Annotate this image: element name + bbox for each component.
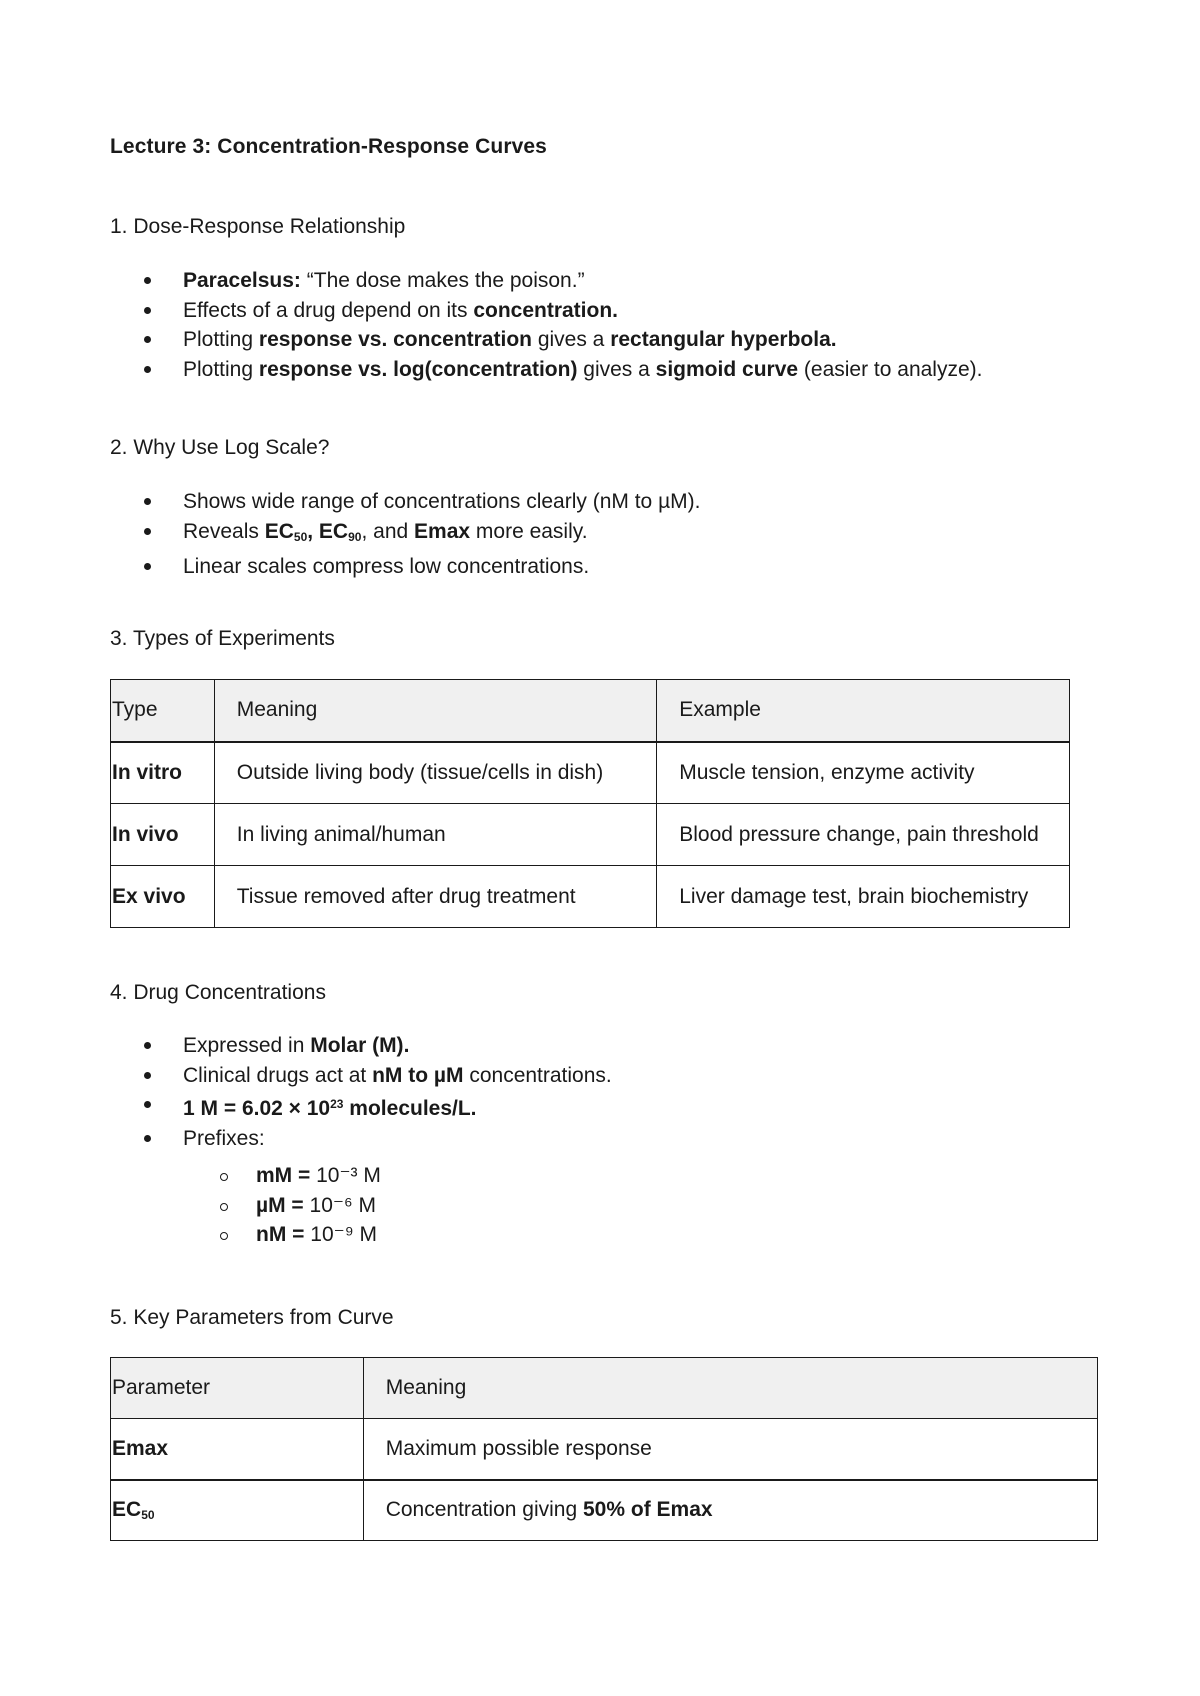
term: µM = <box>256 1193 310 1217</box>
table-cell: Outside living body (tissue/cells in dish) <box>214 742 657 804</box>
term: 1 M = 6.02 × 10 <box>183 1097 331 1120</box>
term: nM = <box>256 1223 311 1246</box>
list-item <box>110 552 700 582</box>
table-cell: Liver damage test, brain biochemistry <box>657 866 1070 928</box>
text: more easily. <box>470 519 588 543</box>
bullet-icon <box>144 1072 151 1079</box>
bullet-icon <box>144 563 151 570</box>
superscript: 23 <box>330 1097 344 1111</box>
term: molecules/L. <box>343 1097 477 1120</box>
column-header: Type <box>111 680 215 742</box>
text: 10⁻³ M <box>316 1164 381 1187</box>
text: Linear scales compress low concentrations. <box>183 555 590 578</box>
column-header: Meaning <box>363 1358 1097 1419</box>
term: response vs. concentration <box>258 328 532 351</box>
bullet-icon <box>144 498 151 505</box>
subscript: 90 <box>348 529 362 544</box>
list-item <box>110 1031 612 1061</box>
table-row <box>111 742 1070 804</box>
text: Concentration giving <box>385 1498 583 1522</box>
table-cell: Maximum possible response <box>363 1419 1097 1480</box>
term: EC <box>112 1498 142 1522</box>
text: Effects of a drug depend on its <box>183 298 474 322</box>
column-header: Example <box>657 680 1070 742</box>
text: Clinical drugs act at <box>183 1063 373 1087</box>
term: response vs. log(concentration) <box>258 357 578 381</box>
text: (easier to analyze). <box>798 357 983 381</box>
table-row <box>111 1419 1098 1480</box>
text: Expressed in <box>183 1034 311 1057</box>
list-item <box>110 517 700 553</box>
list-item <box>110 1161 612 1191</box>
section5-heading: 5. Key Parameters from Curve <box>110 1306 394 1329</box>
table-cell: Tissue removed after drug treatment <box>214 866 657 928</box>
table-cell <box>111 1480 364 1541</box>
term: concentration. <box>473 298 618 322</box>
bullet-icon <box>144 1135 151 1142</box>
table-cell: Ex vivo <box>111 866 215 928</box>
term: Paracelsus: <box>183 269 301 292</box>
subscript: 50 <box>141 1508 155 1523</box>
list-item <box>110 1220 612 1250</box>
table-row <box>111 804 1070 866</box>
term: EC <box>264 519 294 543</box>
table-cell: Blood pressure change, pain threshold <box>657 804 1070 866</box>
experiments-table <box>110 679 1070 928</box>
term: sigmoid curve <box>655 357 799 381</box>
table-cell: Emax <box>111 1419 364 1480</box>
table-cell: Muscle tension, enzyme activity <box>657 742 1070 804</box>
table-cell: In vivo <box>111 804 215 866</box>
section4-heading: 4. Drug Concentrations <box>110 981 326 1004</box>
list-item <box>110 1124 612 1250</box>
text: Plotting <box>183 328 259 351</box>
term: Emax <box>414 519 471 543</box>
subscript: 50 <box>293 529 308 544</box>
circle-bullet-icon <box>220 1173 228 1181</box>
text: 10⁻⁹ M <box>310 1223 378 1246</box>
bullet-icon <box>144 307 151 314</box>
text: Reveals <box>183 519 265 543</box>
table-cell: In living animal/human <box>214 804 657 866</box>
term: 50% of Emax <box>583 1498 713 1522</box>
list-item <box>110 355 982 385</box>
section1-heading: 1. Dose-Response Relationship <box>110 215 406 238</box>
column-header: Parameter <box>111 1358 364 1419</box>
text: concentrations. <box>463 1063 612 1087</box>
list-item <box>110 1090 612 1124</box>
table-header-row <box>111 680 1070 742</box>
section4-list <box>110 1031 612 1250</box>
section2-heading: 2. Why Use Log Scale? <box>110 436 330 459</box>
section3-heading: 3. Types of Experiments <box>110 627 335 650</box>
section1-list <box>110 266 982 384</box>
column-header: Meaning <box>214 680 657 742</box>
list-item <box>110 1191 612 1221</box>
text: . <box>403 1034 410 1057</box>
prefix-list <box>110 1161 612 1250</box>
text: 10⁻⁶ M <box>309 1193 376 1217</box>
table-cell: In vitro <box>111 742 215 804</box>
bullet-icon <box>144 528 151 535</box>
term: EC <box>318 519 349 543</box>
text: Prefixes: <box>183 1126 265 1150</box>
bullet-icon <box>144 277 151 284</box>
term: nM to µM <box>372 1063 464 1087</box>
list-item <box>110 266 982 296</box>
bullet-icon <box>144 1042 151 1049</box>
text: gives a <box>577 357 656 381</box>
text: Shows wide range of concentrations clearly (nM to µM). <box>183 490 701 513</box>
term: mM = <box>256 1164 317 1187</box>
table-row <box>111 866 1070 928</box>
text: , and <box>361 519 415 543</box>
term: Molar (M) <box>310 1034 404 1057</box>
bullet-icon <box>144 1101 151 1108</box>
page-title: Lecture 3: Concentration-Response Curves <box>110 135 547 158</box>
table-cell <box>363 1480 1097 1541</box>
table-row <box>111 1480 1098 1541</box>
text: gives a <box>531 328 611 351</box>
text: , <box>307 519 319 543</box>
text: “The dose makes the poison.” <box>300 269 585 292</box>
term: rectangular hyperbola. <box>610 328 837 351</box>
list-item <box>110 487 700 517</box>
circle-bullet-icon <box>220 1232 228 1240</box>
section2-list <box>110 487 700 582</box>
list-item <box>110 296 982 326</box>
bullet-icon <box>144 366 151 373</box>
text: Plotting <box>183 357 259 381</box>
table-header-row <box>111 1358 1098 1419</box>
bullet-icon <box>144 336 151 343</box>
list-item <box>110 325 982 355</box>
parameters-table <box>110 1357 1098 1541</box>
list-item <box>110 1061 612 1091</box>
circle-bullet-icon <box>220 1203 228 1211</box>
